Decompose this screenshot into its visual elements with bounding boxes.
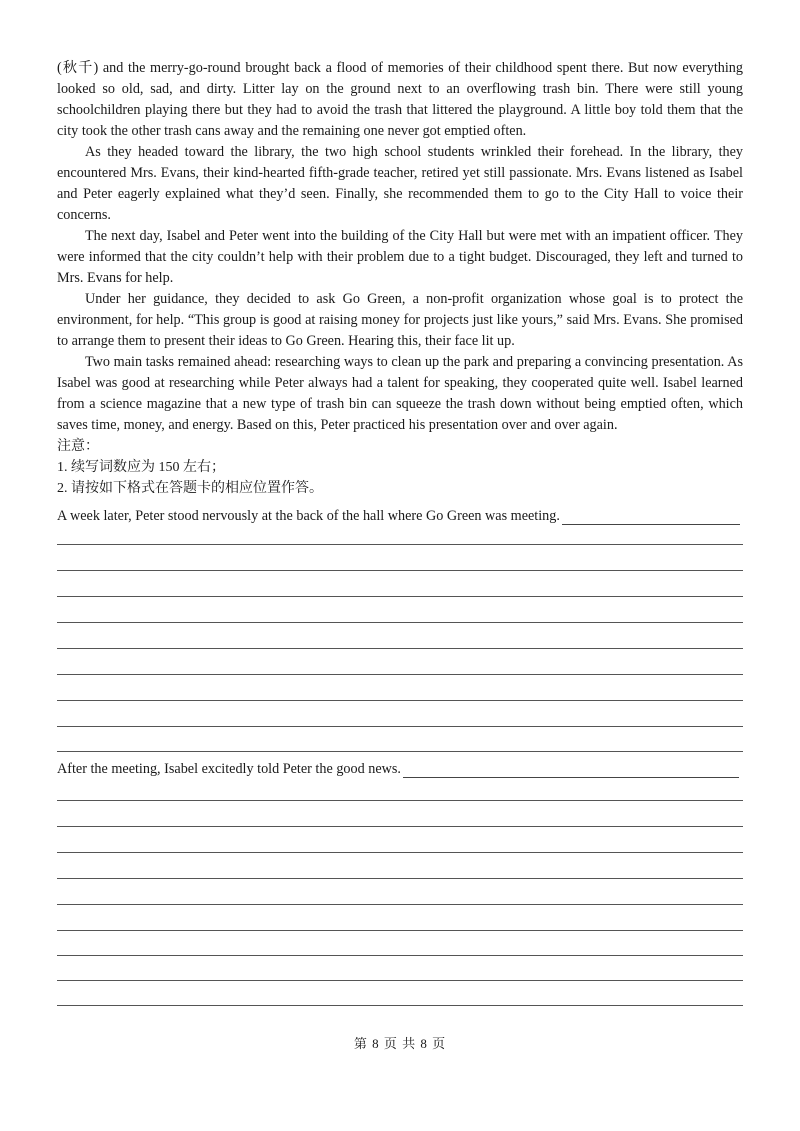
writing-line[interactable] bbox=[57, 674, 743, 675]
passage-paragraph-5: Two main tasks remained ahead: researching ways to clean up the park and preparing a convincing presentation. As Isabel was good at researching while Peter always had a talent for speaking, they cooperated quite well. Isabel learned from a science magazine that a new type of trash bin can squeeze the trash down without being emptied often, which saves time, money, and energy. Based on this, Peter practiced his presentation over and over again. bbox=[57, 354, 743, 433]
writing-line[interactable] bbox=[57, 544, 743, 545]
prompt-first-blank[interactable] bbox=[562, 510, 740, 525]
writing-line[interactable] bbox=[57, 751, 743, 752]
passage-paragraph-3: The next day, Isabel and Peter went into the building of the City Hall but were met with an impatient officer. They were informed that the city couldn’t help with their problem due to a tight budget. Discouraged, they left and turned to Mrs. Evans for help. bbox=[57, 228, 743, 286]
note-item-1: 1. 续写词数应为 150 左右； bbox=[57, 460, 225, 475]
prompt-second-blank[interactable] bbox=[403, 763, 739, 778]
notes-heading: 注意： bbox=[57, 439, 99, 454]
writing-line[interactable] bbox=[57, 800, 743, 801]
writing-line[interactable] bbox=[57, 622, 743, 623]
writing-line[interactable] bbox=[57, 930, 743, 931]
writing-line[interactable] bbox=[57, 570, 743, 571]
notes-section bbox=[57, 436, 743, 499]
writing-line[interactable] bbox=[57, 826, 743, 827]
writing-line[interactable] bbox=[57, 980, 743, 981]
writing-line[interactable] bbox=[57, 596, 743, 597]
prompt-first bbox=[57, 507, 740, 525]
page-footer: 第 8 页 共 8 页 bbox=[353, 1036, 447, 1051]
passage-paragraph-2: As they headed toward the library, the two high school students wrinkled their forehead. In the library, they encountered Mrs. Evans, their kind-hearted fifth-grade teacher, retired yet still passionate. Mrs. Evans listened as Isabel and Peter eagerly explained what they’d seen. Finally, she recommended them to go to the City Hall to voice their concerns. bbox=[57, 144, 743, 223]
writing-line[interactable] bbox=[57, 726, 743, 727]
writing-line[interactable] bbox=[57, 904, 743, 905]
passage-paragraph-4: Under her guidance, they decided to ask Go Green, a non-profit organization whose goal is to protect the environment, for help. “This group is good at raising money for projects just like yours,” said Mrs. Evans. She promised to arrange them to present their ideas to Go Green. Hearing this, their face lit up. bbox=[57, 291, 743, 349]
writing-line[interactable] bbox=[57, 955, 743, 956]
prompt-second-text: After the meeting, Isabel excitedly told Peter the good news. bbox=[57, 761, 401, 777]
note-item-2: 2. 请按如下格式在答题卡的相应位置作答。 bbox=[57, 481, 323, 496]
prompt-second bbox=[57, 760, 739, 778]
writing-line[interactable] bbox=[57, 1005, 743, 1006]
writing-line[interactable] bbox=[57, 648, 743, 649]
prompt-first-text: A week later, Peter stood nervously at the back of the hall where Go Green was meeting. bbox=[57, 508, 560, 524]
passage-body bbox=[57, 58, 743, 499]
writing-line[interactable] bbox=[57, 878, 743, 879]
writing-line[interactable] bbox=[57, 700, 743, 701]
passage-paragraph-1: (秋千) and the merry-go-round brought back a flood of memories of their childhood spent there. But now everything looked so old, sad, and dirty. Litter lay on the ground next to an overflowing trash bin. There were still young schoolchildren playing there but they had to avoid the trash that littered the playground. A little boy told them that the city took the other trash cans away and the remaining one never got emptied often. bbox=[57, 60, 743, 139]
writing-line[interactable] bbox=[57, 852, 743, 853]
